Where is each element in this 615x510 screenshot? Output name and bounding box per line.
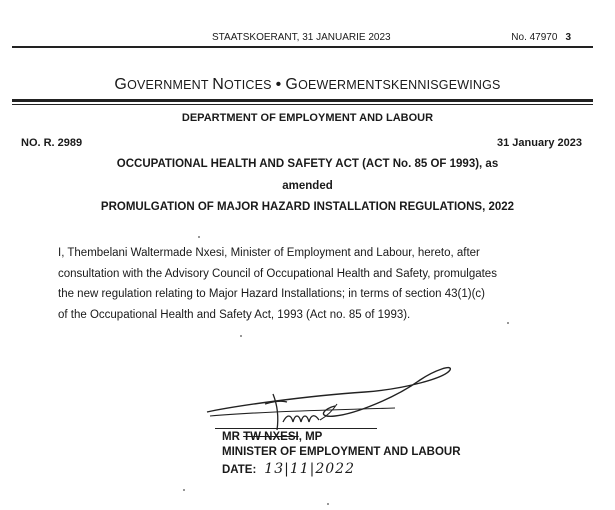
signature-date xyxy=(222,461,355,477)
date-label: DATE: xyxy=(222,464,257,476)
scan-speck xyxy=(183,489,185,491)
scan-speck xyxy=(507,322,509,324)
handwritten-date: 13|11|2022 xyxy=(264,461,355,477)
notice-number: NO. R. 2989 xyxy=(21,137,83,149)
section-heading: GOVERNMENT NOTICES • GOEWERMENTSKENNISGEWINGS xyxy=(114,76,501,93)
gazette-number-and-page xyxy=(511,32,571,43)
signatory-name: MR TW NXESI, MP xyxy=(222,431,323,443)
department-name: DEPARTMENT OF EMPLOYMENT AND LABOUR xyxy=(181,112,434,124)
body-line: I, Thembelani Waltermade Nxesi, Minister of Employment and Labour, hereto, after xyxy=(58,247,480,259)
promulgation-title: PROMULGATION OF MAJOR HAZARD INSTALLATION REGULATIONS, 2022 xyxy=(100,201,515,213)
section-rule-thick xyxy=(12,99,593,102)
section-rule-thin xyxy=(12,104,593,105)
gazette-title: STAATSKOERANT, 31 JANUARIE 2023 xyxy=(212,32,391,43)
notice-body xyxy=(58,243,548,325)
notice-date: 31 January 2023 xyxy=(496,137,582,149)
scan-speck xyxy=(198,236,200,238)
signature-line xyxy=(215,428,377,429)
act-title-line1: OCCUPATIONAL HEALTH AND SAFETY ACT (ACT No. 85 OF 1993), as xyxy=(116,158,499,170)
scan-speck xyxy=(327,503,329,505)
page-number: 3 xyxy=(565,32,571,43)
act-title-line2: amended xyxy=(282,180,333,192)
section-bullet: • xyxy=(275,76,282,93)
body-line: of the Occupational Health and Safety Act, 1993 (Act no. 85 of 1993). xyxy=(58,308,411,321)
scan-speck xyxy=(240,335,242,337)
body-line: the new regulation relating to Major Hazard Installations; in terms of section 43(1)(c) xyxy=(58,288,485,300)
signatory-title: MINISTER OF EMPLOYMENT AND LABOUR xyxy=(222,446,461,458)
body-line: consultation with the Advisory Council of Occupational Health and Safety, promulgates xyxy=(58,267,497,280)
header-divider xyxy=(12,46,593,48)
gazette-number: No. 47970 xyxy=(511,32,558,43)
